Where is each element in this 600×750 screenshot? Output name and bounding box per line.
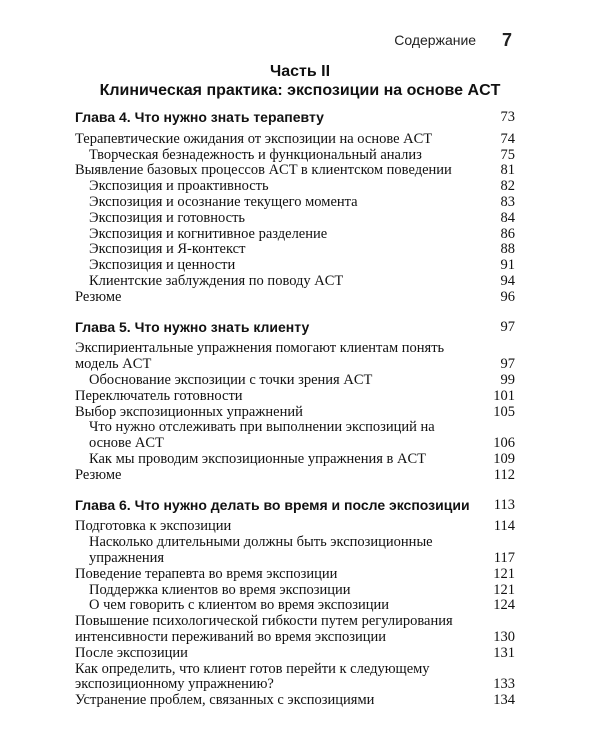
entry-title: Выбор экспозиционных упражнений xyxy=(75,403,303,420)
entry-page-number: 131 xyxy=(493,644,515,661)
toc-subentry xyxy=(75,452,515,468)
entry-title: Поддержка клиентов во время экспозиции xyxy=(89,581,351,598)
entry-page-number: 86 xyxy=(500,225,515,242)
toc-subentry xyxy=(75,179,515,195)
toc-subentry xyxy=(75,195,515,211)
chapter-title: Глава 6. Что нужно делать во время и после экспозиции xyxy=(75,496,470,513)
entry-title: Творческая безнадежность и функциональный анализ xyxy=(89,146,422,163)
toc-entry xyxy=(75,132,515,148)
header-page-number: 7 xyxy=(501,30,512,50)
entry-page-number: 112 xyxy=(493,466,515,483)
toc-entry xyxy=(75,646,515,662)
toc-subentry xyxy=(75,258,515,274)
entry-page-number: 84 xyxy=(500,209,515,226)
entry-page-number: 114 xyxy=(493,518,515,535)
toc-entry xyxy=(75,614,515,646)
toc-subentry xyxy=(75,211,515,227)
entry-page-number: 105 xyxy=(493,403,515,420)
entry-page-number: 94 xyxy=(500,272,515,289)
entry-title: Подготовка к экспозиции xyxy=(75,518,232,535)
toc-entry xyxy=(75,662,515,694)
entry-title: Резюме xyxy=(75,288,122,305)
toc-subentry xyxy=(75,535,515,567)
toc-subentry xyxy=(75,583,515,599)
toc-subentry xyxy=(75,420,515,452)
entry-title: Устранение проблем, связанных с экспозициями xyxy=(75,692,375,709)
entry-title: Как определить, что клиент готов перейти к следующему экспозиционному упражнению? xyxy=(75,660,430,693)
entry-page-number: 83 xyxy=(500,193,515,210)
toc-subentry xyxy=(75,598,515,614)
part-title: Клиническая практика: экспозиции на основе ACT xyxy=(99,82,501,99)
running-header xyxy=(394,30,512,51)
chapter-title: Глава 4. Что нужно знать терапевту xyxy=(75,109,324,125)
entry-title: После экспозиции xyxy=(75,644,188,661)
toc-entry xyxy=(75,519,515,535)
toc-subentry xyxy=(75,373,515,389)
entry-page-number: 81 xyxy=(500,162,515,179)
entry-page-number: 88 xyxy=(500,241,515,258)
part-label: Часть II xyxy=(269,63,331,80)
entry-title: Переключатель готовности xyxy=(75,387,243,404)
entry-page-number: 124 xyxy=(493,597,515,614)
toc-entry xyxy=(75,405,515,421)
toc-subentry xyxy=(75,148,515,164)
entry-title: Как мы проводим экспозиционные упражнения в ACT xyxy=(89,450,427,467)
entry-title: Экспозиция и осознание текущего момента xyxy=(89,193,358,210)
entry-title: Экспозиция и Я-контекст xyxy=(89,241,246,258)
chapter-page-number: 73 xyxy=(500,109,515,125)
chapter-heading xyxy=(75,320,515,336)
entry-page-number: 121 xyxy=(493,565,515,582)
toc-subentry xyxy=(75,227,515,243)
chapter-block xyxy=(75,498,515,711)
entry-title: О чем говорить с клиентом во время экспозиции xyxy=(89,597,390,614)
chapter-block xyxy=(75,110,515,308)
table-of-contents xyxy=(75,110,515,711)
chapter-page-number: 113 xyxy=(493,496,515,513)
chapter-heading xyxy=(75,110,515,126)
toc-entry xyxy=(75,290,515,306)
toc-entry xyxy=(75,163,515,179)
entry-page-number: 117 xyxy=(493,549,515,566)
entry-title: Насколько длительными должны быть экспозиционные упражнения xyxy=(89,534,433,566)
toc-subentry xyxy=(75,242,515,258)
part-heading xyxy=(0,62,600,100)
toc-entry xyxy=(75,389,515,405)
entry-page-number: 74 xyxy=(500,130,515,147)
entry-title: Экспозиция и проактивность xyxy=(89,178,269,195)
toc-subentry xyxy=(75,274,515,290)
header-section-title: Содержание xyxy=(394,32,477,48)
entry-title: Резюме xyxy=(75,466,122,483)
entry-page-number: 130 xyxy=(493,628,515,645)
entry-title: Экспозиция и ценности xyxy=(89,257,236,274)
entry-page-number: 99 xyxy=(500,371,515,388)
entry-page-number: 82 xyxy=(500,178,515,195)
entry-title: Экспириентальные упражнения помогают клиентам понять модель ACT xyxy=(75,340,445,373)
entry-page-number: 134 xyxy=(493,692,515,709)
entry-page-number: 109 xyxy=(493,450,515,467)
entry-page-number: 96 xyxy=(500,288,515,305)
entry-title: Экспозиция и когнитивное разделение xyxy=(89,225,328,242)
toc-entry xyxy=(75,693,515,709)
chapter-heading xyxy=(75,498,515,514)
entry-page-number: 91 xyxy=(500,257,515,274)
entry-page-number: 106 xyxy=(493,435,515,452)
entry-title: Обоснование экспозиции с точки зрения ACT xyxy=(89,371,373,388)
entry-title: Экспозиция и готовность xyxy=(89,209,246,226)
entry-title: Терапевтические ожидания от экспозиции на основе ACT xyxy=(75,130,433,147)
entry-page-number: 121 xyxy=(493,581,515,598)
toc-entry xyxy=(75,468,515,484)
entry-title: Клиентские заблуждения по поводу ACT xyxy=(89,272,344,289)
toc-entry xyxy=(75,341,515,373)
toc-entry xyxy=(75,567,515,583)
chapter-block xyxy=(75,320,515,486)
entry-title: Что нужно отслеживать при выполнении экспозиций на основе ACT xyxy=(89,419,435,452)
entry-title: Повышение психологической гибкости путем регулирования интенсивности переживаний во время экспозиции xyxy=(75,613,453,645)
entry-page-number: 75 xyxy=(500,146,515,163)
entry-title: Выявление базовых процессов ACT в клиентском поведении xyxy=(75,162,452,179)
entry-page-number: 133 xyxy=(493,676,515,693)
entry-page-number: 97 xyxy=(500,356,515,373)
chapter-page-number: 97 xyxy=(500,318,515,335)
entry-title: Поведение терапевта во время экспозиции xyxy=(75,565,338,582)
entry-page-number: 101 xyxy=(493,387,515,404)
chapter-title: Глава 5. Что нужно знать клиенту xyxy=(75,318,310,335)
